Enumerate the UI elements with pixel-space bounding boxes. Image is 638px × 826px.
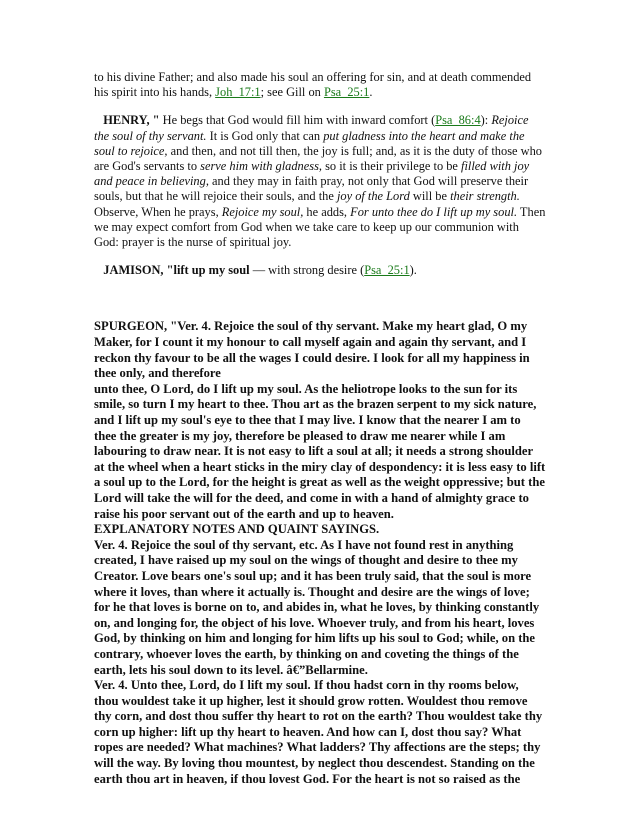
intro-paragraph [94, 70, 546, 100]
henry-text: Then we may expect comfort from God when we take care to keep up our communion with God: prayer is the nurse of spiritual joy. [94, 204, 546, 250]
jamison-heading: JAMISON, "lift up my soul [103, 263, 250, 278]
henry-text: He begs that God would fill him with inward comfort ( [159, 113, 436, 128]
henry-text: and they may in faith pray, not only that God will preserve their souls, but that he will rejoice their souls, and the [94, 174, 529, 204]
henry-text: It is God only that can [206, 128, 324, 143]
bellarmine-quote: Ver. 4. Rejoice the soul of thy servant, etc. As I have not found rest in anything created, I have raised up my soul on the wings of thought and desire to thee my Creator. Love bears one's soul up; and it has been truly said, that the soul is more where it loves, than where it actually is. Thought and desire are the wings of love; for he that loves is borne on to, and abides in, what he loves, by thinking constantly on, and longing for, the object of his love. Whoever truly, and from his heart, loves God, by thinking on him and longing for him lifts up his soul to God; while, on the contrary, whoever loves the earth, by thinking on and coveting the things of the earth, lets his soul down to its level. â€”Bellarmine. [94, 537, 540, 677]
scripture-link-joh-17-1[interactable]: Joh_17:1 [215, 85, 261, 100]
scripture-link-psa-25-1[interactable]: Psa_25:1 [323, 85, 370, 100]
henry-italic: filled with joy and peace in believing, [94, 159, 530, 189]
henry-text: will be [409, 189, 451, 204]
spurgeon-commentary: unto thee, O Lord, do I lift up my soul. As the heliotrope looks to the sun for its smile, so turn I my heart to thee. Thou art as the brazen serpent to my sick nature, and I lift up my soul's eye to thee that I may live. I know that the nearer I am to thee the greater is my joy, therefore be pleased to draw me nearer while I am labouring to draw near. It is not easy to lift a soul at all; it needs a strong shoulder at the wheel when a heart sticks in the miry clay of despondency: it is less easy to lift a soul up to the Lord, for the height is great as well as the weight oppressive; but the Lord will take the will for the deed, and come in with a hand of almighty grace to raise his poor servant out of the earth and up to heaven. [94, 381, 546, 521]
henry-italic: joy of the Lord [336, 189, 410, 204]
henry-text: so it is their privilege to be [322, 159, 462, 174]
intro-text: ; see Gill on [260, 85, 324, 100]
explanatory-notes-heading: EXPLANATORY NOTES AND QUAINT SAYINGS. [94, 522, 380, 537]
henry-text: Observe, When he prays, [94, 204, 222, 219]
henry-text: and then, and not till then, the joy is full; and, as it is the duty of those who are God's servants to [94, 143, 542, 174]
henry-italic: their strength. [450, 189, 520, 204]
henry-text: he adds, [303, 204, 351, 219]
henry-text: ): [480, 113, 492, 128]
henry-italic: Rejoice my soul, [221, 204, 304, 219]
henry-italic: Rejoice the soul of thy servant. [94, 113, 529, 143]
document-page [94, 70, 546, 787]
intro-text: to his divine Father; and also made his soul an offering for sin, and at death commended his spirit into his hands, [94, 70, 532, 100]
henry-italic: For unto thee do I lift up my soul. [350, 204, 518, 219]
scripture-link-psa-25-1[interactable]: Psa_25:1 [364, 263, 410, 278]
spurgeon-opening: SPURGEON, "Ver. 4. Rejoice the soul of thy servant. Make my heart glad, O my Maker, for I count it my honour to call myself again and again thy servant, and I reckon thy favour to be all the wages I could desire. I look for all my happiness in thee only, and therefore [94, 319, 530, 381]
henry-italic: put gladness into the heart and make the soul to rejoice, [94, 128, 525, 158]
jamison-text: ). [409, 263, 417, 278]
henry-heading: HENRY, " [103, 113, 160, 128]
henry-italic: serve him with gladness, [200, 159, 322, 174]
scripture-link-psa-86-4[interactable]: Psa_86:4 [435, 113, 481, 128]
spurgeon-section [94, 319, 546, 787]
henry-paragraph [94, 113, 546, 250]
jamison-text: — with strong desire ( [249, 263, 365, 278]
corn-quote: Ver. 4. Unto thee, Lord, do I lift my soul. If thou hadst corn in thy rooms below, thou wouldest take it up higher, lest it should grow rotten. Wouldest thou remove thy corn, and dost thou suffer thy heart to rot on the earth? Thou wouldest take thy corn up higher: lift up thy heart to heaven. And how can I, dost thou say? What ropes are needed? What machines? What ladders? Thy affections are the steps; thy will the way. By loving thou mountest, by neglect thou descendest. Standing on the earth thou art in heaven, if thou lovest God. For the heart is not so raised as the [94, 678, 543, 786]
intro-text: . [369, 85, 373, 100]
jamison-paragraph [94, 263, 546, 278]
